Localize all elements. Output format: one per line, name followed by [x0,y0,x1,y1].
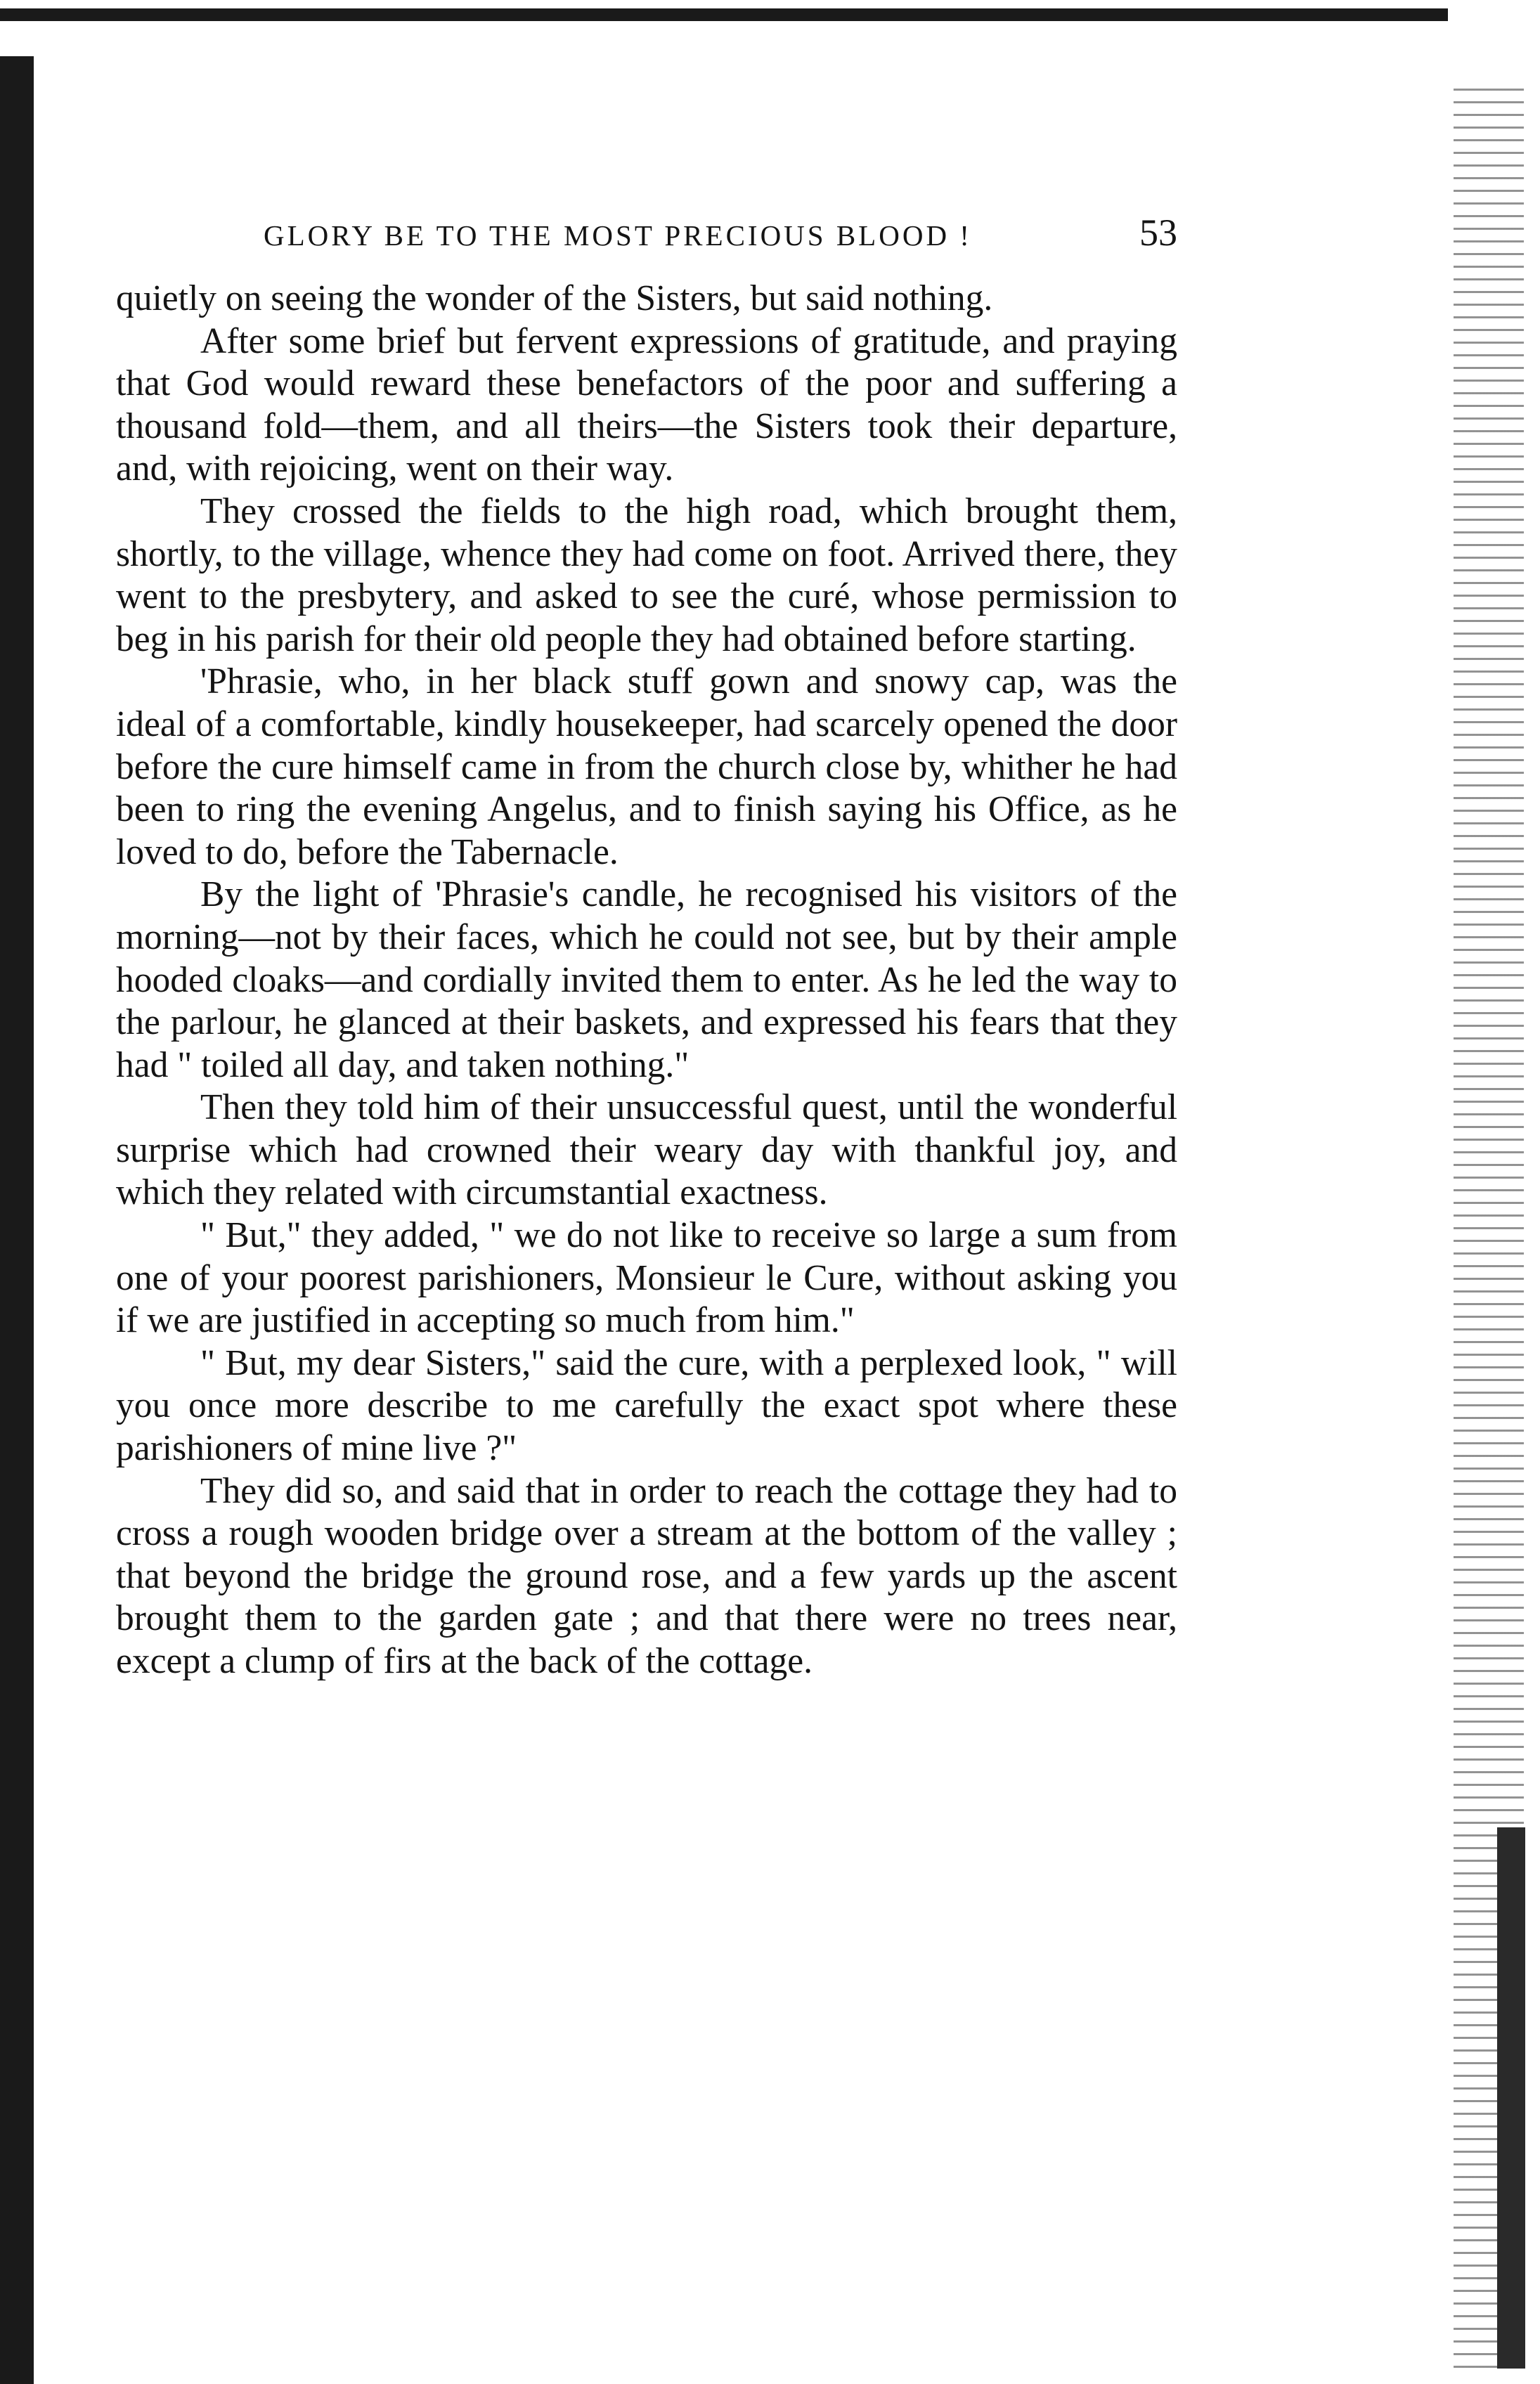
scan-edge-top [0,0,1448,56]
paragraph: quietly on seeing the wonder of the Sisters, but said nothing. [116,278,993,318]
paragraph: By the light of 'Phrasie's candle, he recognised his visitors of the morning—not by their faces, which he could not see, but by their ample hooded cloaks—and cordially invited them to enter. As he led the way to the parlour, he glanced at their baskets, and expressed his fears that they had " toiled all day, and taken nothing." [116,874,1177,1085]
scan-edge-right-dark [1497,1827,1525,2369]
paragraph: They crossed the fields to the high road, which brought them, shortly, to the village, whence they had come on foot. Arrived there, they went to the presbytery, and asked to see the curé, whose permission to beg in his parish for their old people they had obtained before starting. [116,491,1177,659]
page-number: 53 [1139,212,1177,254]
page-header [264,211,1177,267]
paragraph: Then they told him of their unsuccessful quest, until the wonderful surprise which had crowned their weary day with thankful joy, and which they related with circumstantial exactness. [116,1087,1177,1213]
scan-edge-left [0,0,34,2384]
paragraph: After some brief but fervent expressions of gratitude, and praying that God would reward these benefactors of the poor and suffering a thousand fold—them, and all theirs—the Sisters took their departure, and, with rejoicing, went on their way. [116,320,1177,489]
body-text [116,278,1177,1683]
paragraph: " But," they added, " we do not like to receive so large a sum from one of your poorest parishioners, Monsieur le Cure, without asking you if we are justified in accepting so much from him." [116,1215,1177,1341]
paragraph: 'Phrasie, who, in her black stuff gown and snowy cap, was the ideal of a comfortable, kindly housekeeper, had scarcely opened the door before the cure himself came in from the church close by, whither he had been to ring the evening Angelus, and to finish saying his Office, as he loved to do, before the Tabernacle. [116,661,1177,872]
paragraph: " But, my dear Sisters," said the cure, with a perplexed look, " will you once more describe to me carefully the exact spot where these parishioners of mine live ?" [116,1342,1177,1469]
running-head: GLORY BE TO THE MOST PRECIOUS BLOOD ! [264,219,972,252]
paragraph: They did so, and said that in order to reach the cottage they had to cross a rough wooden bridge over a stream at the bottom of the valley ; that beyond the bridge the ground rose, and a few yards up the ascent brought them to the garden gate ; and that there were no trees near, except a clump of firs at the back of the cottage. [116,1470,1177,1681]
